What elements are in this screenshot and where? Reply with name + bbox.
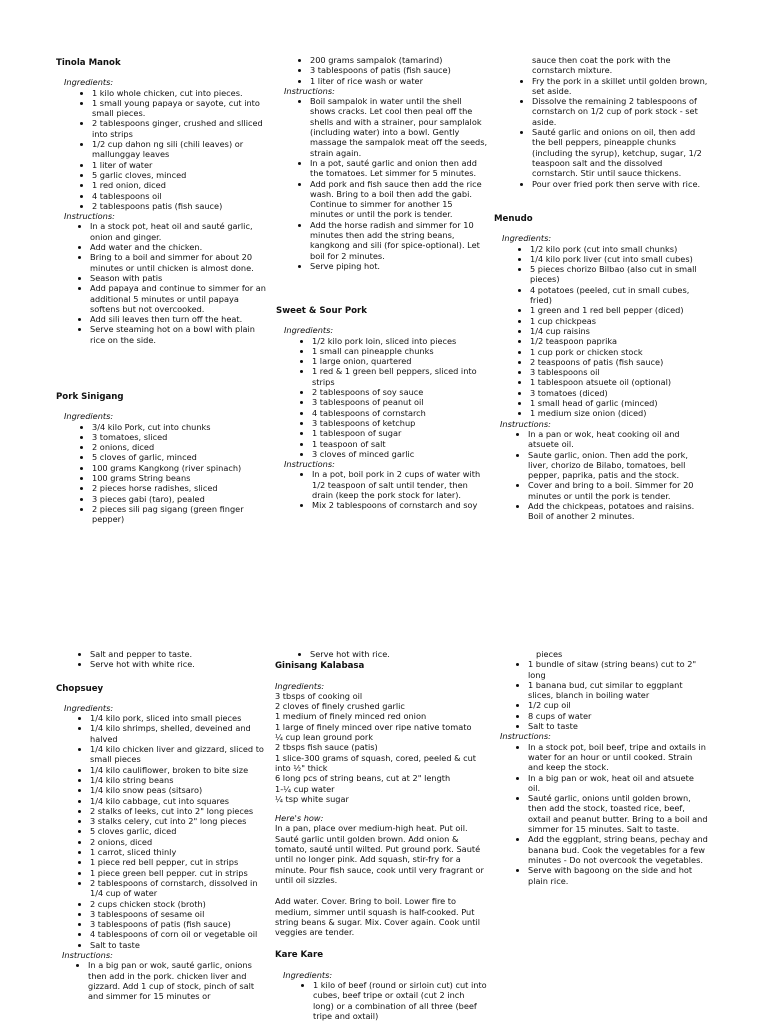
list-item: • Bring to a boil and simmer for about 20 minutes or until chicken is almost done.	[90, 252, 268, 273]
list-item: • Salt to taste	[90, 940, 268, 950]
list-item: • 1 red & 1 green bell peppers, sliced into strips	[312, 366, 488, 387]
list-item: • 2 tablespoons of soy sauce	[312, 387, 488, 397]
list-item: • Serve with bagoong on the side and hot plain rice.	[528, 865, 708, 886]
list-item: • 2 onions, diced	[90, 837, 268, 847]
ingredients-label: Ingredients:	[64, 77, 114, 88]
list-item: • 2 cups chicken stock (broth)	[90, 899, 268, 909]
list-item: • Salt to taste	[528, 721, 708, 731]
list-item: • 1 teaspoon of salt	[312, 439, 488, 449]
list-item: • 1 cup chickpeas	[530, 316, 706, 326]
list-item: • In a pot, boil pork in 2 cups of water with 1/2 teaspoon of salt until tender, then drain (keep the pork stock for later).	[312, 469, 488, 500]
list-item: • Pour over fried pork then serve with rice.	[532, 179, 708, 189]
list-item: • Add papaya and continue to simmer for an additional 5 minutes or until papaya softens but not overcooked.	[90, 283, 268, 314]
list-item: • Add sili leaves then turn off the heat.	[90, 314, 268, 324]
recipe-title: Chopsuey	[56, 683, 104, 694]
tinola-recipe	[56, 58, 268, 345]
chopsuey-section	[56, 649, 268, 1002]
list-item: • Cover and bring to a boil. Simmer for 20 minutes or until the pork is tender.	[528, 480, 706, 501]
ingredients-list	[276, 55, 488, 86]
ingredient-line: 3 tbsps of cooking oil	[275, 690, 363, 701]
ingredient-line: 2 cloves of finely crushed garlic	[275, 701, 405, 712]
ingredients-list	[275, 980, 487, 1021]
list-item: • Sauté garlic and onions on oil, then add the bell peppers, pineapple chunks (including the syrup), ketchup, sugar, 1/2 teaspoon salt and the dissolved cornstarch. Stir until sauce thickens.	[532, 127, 708, 178]
instructions-label: Instructions:	[62, 950, 113, 961]
ingredient-line: 1-¼ cup water	[275, 783, 335, 794]
ingredients-list	[276, 336, 488, 460]
ingredients-list	[496, 659, 708, 731]
list-item: • Saute garlic, onion. Then add the pork, liver, chorizo de Bilabo, tomatoes, bell pepper, paprika, patis and the stock.	[528, 450, 706, 481]
instructions-list	[56, 221, 268, 345]
list-item: • 2 pieces sili pag sigang (green finger pepper)	[92, 504, 268, 525]
list-item: • 5 cloves garlic, diced	[90, 826, 268, 836]
kalabasa-section	[275, 649, 487, 1021]
list-item: • 1/4 kilo chicken liver and gizzard, sliced to small pieces	[90, 744, 268, 765]
instructions-label: Instructions:	[500, 418, 551, 429]
list-item: • 4 tablespoons of corn oil or vegetable oil	[90, 929, 268, 939]
list-item: • 1 tablespoon of sugar	[312, 428, 488, 438]
list-item: • 1/4 kilo cabbage, cut into squares	[90, 796, 268, 806]
list-item: • 1/4 kilo cauliflower, broken to bite size	[90, 765, 268, 775]
ingredients-list	[494, 244, 706, 419]
recipe-title: Sweet & Sour Pork	[276, 306, 367, 316]
list-item: • 3 tablespoons of ketchup	[312, 418, 488, 428]
list-item: • 2 tablespoons patis (fish sauce)	[92, 201, 268, 211]
list-item: • In a big pan or wok, sauté garlic, onions then add in the pork. chicken liver and gizzard. Add 1 cup of stock, pinch of salt and simmer for 15 minutes or	[88, 960, 268, 1001]
list-item: • 1 red onion, diced	[92, 180, 268, 190]
ingredients-label: Ingredients:	[64, 411, 114, 422]
list-item: • In a stock pot, heat oil and sauté garlic, onion and ginger.	[90, 221, 268, 242]
sinigang-recipe	[56, 392, 268, 525]
list-item: • 3 tablespoons of peanut oil	[312, 397, 488, 407]
ingredients-list	[56, 422, 268, 525]
howto-label: Here's how:	[275, 813, 324, 824]
list-item: • 1 banana bud, cut similar to eggplant slices, blanch in boiling water	[528, 680, 708, 701]
list-item: • Season with patis	[90, 273, 268, 283]
list-item: • 3 tablespoons of patis (fish sauce)	[310, 65, 488, 75]
list-item: • 3 stalks celery, cut into 2" long pieces	[90, 816, 268, 826]
list-item: • 5 cloves of garlic, minced	[92, 452, 268, 462]
list-item: • Serve piping hot.	[310, 261, 488, 271]
list-item: • 3 tablespoons of patis (fish sauce)	[90, 919, 268, 929]
menudo-recipe	[494, 214, 706, 522]
list-item: • In a pan or wok, heat cooking oil and atsuete oil.	[528, 429, 706, 450]
kare-kare-continued	[496, 649, 708, 886]
list-item: • 1 tablespoon atsuete oil (optional)	[530, 377, 706, 387]
list-item: • 100 grams String beans	[92, 473, 268, 483]
list-item: • 1 piece green bell pepper. cut in strips	[90, 868, 268, 878]
recipe-title: Kare Kare	[275, 950, 324, 961]
ingredients-list	[56, 88, 268, 212]
instructions-label: Instructions:	[500, 731, 551, 742]
ingredient-line: 1 medium of finely minced red onion	[275, 711, 427, 722]
list-item: • 4 potatoes (peeled, cut in small cubes, fried)	[530, 285, 706, 306]
list-item: • 1 green and 1 red bell pepper (diced)	[530, 305, 706, 315]
list-item: • 1/4 kilo pork liver (cut into small cubes)	[530, 254, 706, 264]
sweet-sour-recipe	[276, 306, 488, 511]
ingredients-label: Ingredients:	[284, 325, 334, 336]
list-item: • 3 tablespoons oil	[530, 367, 706, 377]
list-item: • Add pork and fish sauce then add the rice wash. Bring to a boil then add the gabi. Continue to simmer for another 15 minutes or until the pork is tender.	[310, 179, 488, 220]
list-item: • 5 pieces chorizo Bilbao (also cut in small pieces)	[530, 264, 706, 285]
list-item: • 2 tablespoons of cornstarch, dissolved in 1/4 cup of water	[90, 878, 268, 899]
instructions-label: Instructions:	[284, 459, 335, 470]
ingredient-line: 2 tbsps fish sauce (patis)	[275, 742, 378, 753]
list-item: • 1/2 cup oil	[528, 700, 708, 710]
instructions-list	[494, 429, 706, 522]
list-item: • 4 tablespoons oil	[92, 191, 268, 201]
list-item: • Salt and pepper to taste.	[90, 649, 268, 659]
ingredients-label: Ingredients:	[283, 969, 333, 980]
list-item: • 1 kilo whole chicken, cut into pieces.	[92, 88, 268, 98]
list-item: • 1/2 cup dahon ng sili (chili leaves) or mallunggay leaves	[92, 139, 268, 160]
list-item: • 2 stalks of leeks, cut into 2" long pieces	[90, 806, 268, 816]
sweet-sour-continued	[496, 55, 708, 189]
list-item: • 3 tomatoes (diced)	[530, 388, 706, 398]
list-item: • 1 liter of rice wash or water	[310, 76, 488, 86]
list-item: • 3/4 kilo Pork, cut into chunks	[92, 422, 268, 432]
recipe-title: Menudo	[494, 214, 533, 224]
recipe-title: Tinola Manok	[56, 58, 121, 68]
list-item: • Add the eggplant, string beans, pechay and banana bud. Cook the vegetables for a few minutes - Do not overcook the vegetables.	[528, 834, 708, 865]
recipe-title: Ginisang Kalabasa	[275, 661, 365, 672]
ingredients-label: Ingredients:	[64, 702, 114, 713]
list-item: • 1 small head of garlic (minced)	[530, 398, 706, 408]
list-item: • 1 carrot, sliced thinly	[90, 847, 268, 857]
instructions-list	[496, 76, 708, 189]
paragraph: Add water. Cover. Bring to boil. Lower fire to medium, simmer until squash is half-cooked. Put string beans & sugar. Mix. Cover again. Cook until veggies are tender.	[275, 896, 480, 938]
list-item: • 1/2 teaspoon paprika	[530, 336, 706, 346]
list-item: • 1/4 kilo pork, sliced into small pieces	[90, 713, 268, 723]
instructions-label: Instructions:	[284, 85, 335, 96]
list-item: • Mix 2 tablespoons of cornstarch and soy	[312, 500, 488, 510]
ingredient-line: ¼ cup lean ground pork	[275, 732, 374, 743]
recipe-title: Pork Sinigang	[56, 392, 124, 402]
ingredients-list	[56, 649, 268, 670]
list-item: • 1/2 kilo pork loin, sliced into pieces	[312, 336, 488, 346]
ingredient-line: ¼ tsp white sugar	[275, 793, 349, 804]
ingredient-line: 6 long pcs of string beans, cut at 2" length	[275, 773, 451, 784]
continued-line: pieces	[536, 649, 563, 659]
instructions-label: Instructions:	[64, 211, 115, 222]
list-item: • In a pot, sauté garlic and onion then add the tomatoes. Let simmer for 5 minutes.	[310, 158, 488, 179]
list-item: • 1 small young papaya or sayote, cut into small pieces.	[92, 98, 268, 119]
list-item: • 2 pieces horse radishes, sliced	[92, 483, 268, 493]
list-item: • Serve hot with rice.	[310, 649, 487, 659]
list-item: • 1/4 kilo shrimps, shelled, deveined and halved	[90, 723, 268, 744]
list-item: • 2 tablespoons ginger, crushed and slliced into strips	[92, 118, 268, 139]
list-item: • Serve steaming hot on a bowl with plain rice on the side.	[90, 324, 268, 345]
list-item: • 200 grams sampalok (tamarind)	[310, 55, 488, 65]
list-item: • 1 cup pork or chicken stock	[530, 347, 706, 357]
instructions-list	[276, 96, 488, 271]
instructions-list	[496, 55, 708, 76]
paragraph: In a pan, place over medium-high heat. Put oil. Sauté garlic until golden brown. Add onion & tomato, sauté until wilted. Put ground pork. Sauté until no longer pink. Add squash, stir-fry for a minute. Pour fish sauce, cook until very fragrant or until oil sizzles.	[275, 823, 484, 885]
list-item: • 1 bundle of sitaw (string beans) cut to 2" long	[528, 659, 708, 680]
list-item: • Sauté garlic, onions until golden brown, then add the stock, toasted rice, beef, oxtail and peanut butter. Bring to a boil and simmer for 15 minutes. Salt to taste.	[528, 793, 708, 834]
list-item: • 1/2 kilo pork (cut into small chunks)	[530, 244, 706, 254]
list-item: • Fry the pork in a skillet until golden brown, set aside.	[532, 76, 708, 97]
list-item: • 3 tomatoes, sliced	[92, 432, 268, 442]
list-item: • 3 pieces gabi (taro), pealed	[92, 494, 268, 504]
list-item: • 1 kilo of beef (round or sirloin cut) cut into cubes, beef tripe or oxtail (cut 2 inch long) or a combination of all three (beef tripe and oxtail)	[313, 980, 487, 1021]
ingredients-list	[275, 649, 487, 659]
instructions-list	[56, 960, 268, 1001]
ingredients-label: Ingredients:	[502, 233, 552, 244]
list-item: • 4 tablespoons of cornstarch	[312, 408, 488, 418]
list-item: • 2 onions, diced	[92, 442, 268, 452]
list-item: • 3 cloves of minced garlic	[312, 449, 488, 459]
list-item: • 1 liter of water	[92, 160, 268, 170]
ingredients-label: Ingredients:	[275, 680, 325, 691]
list-item: • 1 small can pineapple chunks	[312, 346, 488, 356]
list-item: • 3 tablespoons of sesame oil	[90, 909, 268, 919]
list-item: • 1/4 kilo snow peas (sitsaro)	[90, 785, 268, 795]
list-item: • 2 teaspoons of patis (fish sauce)	[530, 357, 706, 367]
list-item: • 5 garlic cloves, minced	[92, 170, 268, 180]
list-item: • In a stock pot, boil beef, tripe and oxtails in water for an hour or until cooked. Strain and keep the stock.	[528, 742, 708, 773]
list-item: • Add the horse radish and simmer for 10 minutes then add the string beans, kangkong and sili (for spice-optional). Let boil for 2 minutes.	[310, 220, 488, 261]
list-item: • 8 cups of water	[528, 711, 708, 721]
instructions-list	[276, 469, 488, 510]
ingredient-line: 1 large of finely minced over ripe native tomato	[275, 721, 472, 732]
instructions-list	[496, 742, 708, 886]
list-item: • Add the chickpeas, potatoes and raisins. Boil of another 2 minutes.	[528, 501, 706, 522]
list-item: • Boil sampalok in water until the shell shows cracks. Let cool then peal off the shells and with a strainer, pour samplalok (including water) into a bowl. Gently massage the sampalok meat off the seeds, strain again.	[310, 96, 488, 158]
sinigang-continued	[276, 55, 488, 271]
ingredient-line: 1 slice-300 grams of squash, cored, peeled & cut into ½" thick	[275, 752, 477, 773]
list-item: • 1/4 cup raisins	[530, 326, 706, 336]
list-item: • 100 grams Kangkong (river spinach)	[92, 463, 268, 473]
list-item: • 1/4 kilo string beans	[90, 775, 268, 785]
ingredients-list	[56, 713, 268, 950]
list-item: • Dissolve the remaining 2 tablespoons of cornstarch on 1/2 cup of pork stock - set aside.	[532, 96, 708, 127]
list-item: sauce then coat the pork with the cornstarch mixture.	[532, 55, 671, 76]
list-item: • 1 large onion, quartered	[312, 356, 488, 366]
list-item: • Add water and the chicken.	[90, 242, 268, 252]
list-item: • Serve hot with white rice.	[90, 659, 268, 669]
list-item: • In a big pan or wok, heat oil and atsuete oil.	[528, 773, 708, 794]
list-item: • 1 medium size onion (diced)	[530, 408, 706, 418]
list-item: • 1 piece red bell pepper, cut in strips	[90, 857, 268, 867]
